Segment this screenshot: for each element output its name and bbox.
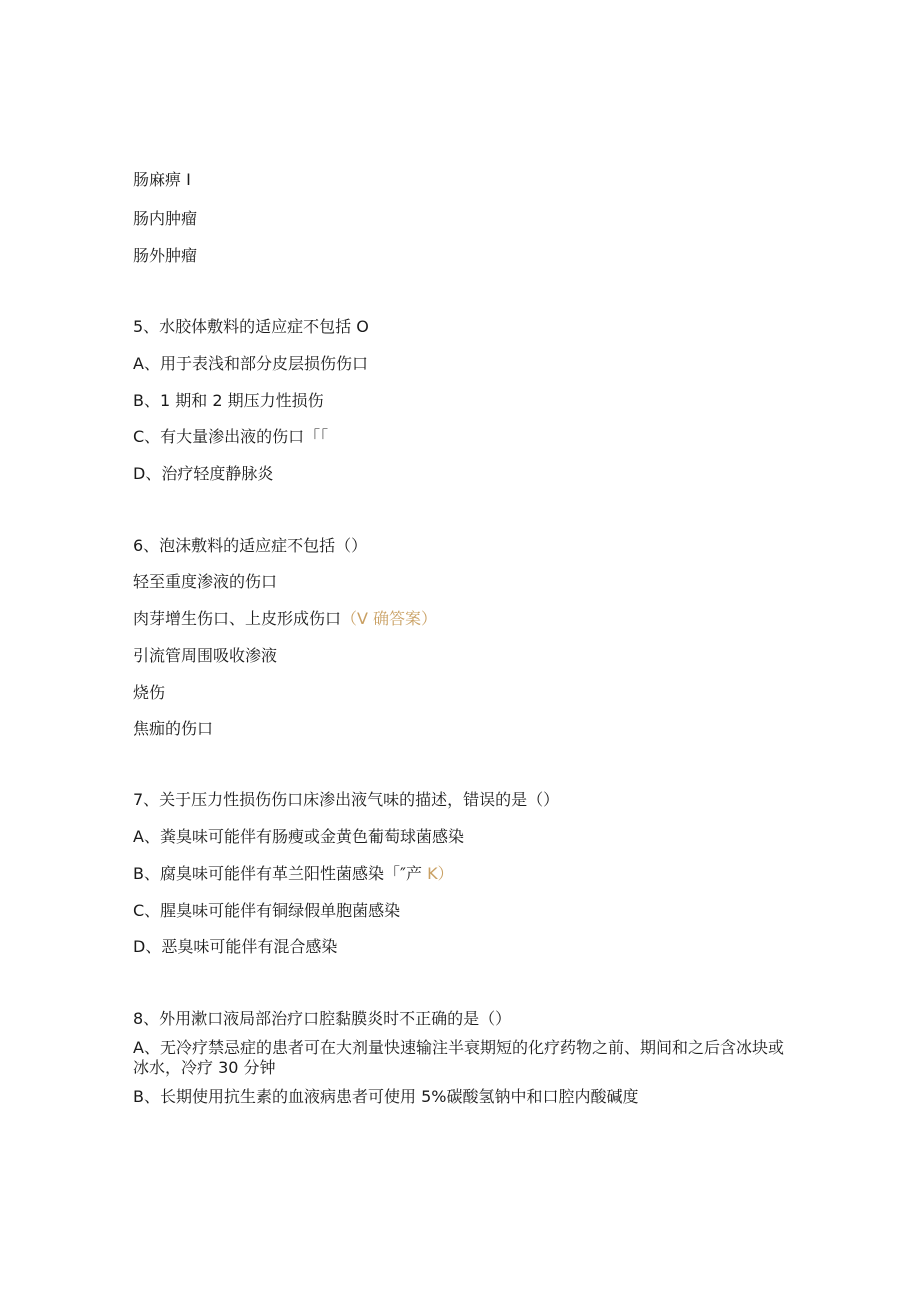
question-5-option-c: C、有大量渗出液的伤口「「 <box>133 427 329 446</box>
question-8-stem: 8、外用漱口液局部治疗口腔黏膜炎时不正确的是（） <box>133 1009 512 1028</box>
question-6-option-5: 焦痂的伤口 <box>133 719 214 738</box>
question-5-option-d: D、治疗轻度静脉炎 <box>133 464 274 483</box>
question-6-option-4: 烧伤 <box>133 683 166 702</box>
answer-mark: K） <box>427 864 454 883</box>
option-text: 肠麻痹 I <box>133 170 191 189</box>
question-5-stem: 5、水胶体敷料的适应症不包括 O <box>133 317 369 336</box>
question-8-option-b: B、长期使用抗生素的血液病患者可使用 5%碳酸氢钠中和口腔内酸碱度 <box>133 1087 639 1106</box>
question-8-option-a: A、无冷疗禁忌症的患者可在大剂量快速输注半衰期短的化疗药物之前、期间和之后含冰块或冰水，冷疗 30 分钟 <box>133 1038 784 1077</box>
question-7-option-d: D、恶臭味可能伴有混合感染 <box>133 937 338 956</box>
answer-mark: （V 确答案） <box>341 609 438 628</box>
question-7-option-b-row <box>133 864 454 884</box>
question-5-option-b: B、1 期和 2 期压力性损伤 <box>133 391 324 410</box>
question-7-option-c: C、腥臭味可能伴有铜绿假单胞菌感染 <box>133 901 401 920</box>
question-6-option-1: 轻至重度渗液的伤口 <box>133 572 278 591</box>
question-5-option-a: A、用于表浅和部分皮层损伤伤口 <box>133 354 368 373</box>
question-6-option-3: 引流管周围吸收渗液 <box>133 646 278 665</box>
option-text: 肠内肿瘤 <box>133 209 198 228</box>
question-7-stem: 7、关于压力性损伤伤口床渗出液气味的描述，错误的是（） <box>133 790 560 809</box>
question-7-option-b: B、腐臭味可能伴有革兰阳性菌感染「″产 <box>133 864 422 883</box>
question-6-option-2: 肉芽增生伤口、上皮形成伤口 <box>133 609 342 628</box>
question-7-option-a: A、粪臭味可能伴有肠瘦或金黄色葡萄球菌感染 <box>133 827 464 846</box>
question-6-stem: 6、泡沫敷料的适应症不包括（） <box>133 536 368 555</box>
option-text: 肠外肿瘤 <box>133 246 198 265</box>
question-6-option-2-row <box>133 609 437 629</box>
